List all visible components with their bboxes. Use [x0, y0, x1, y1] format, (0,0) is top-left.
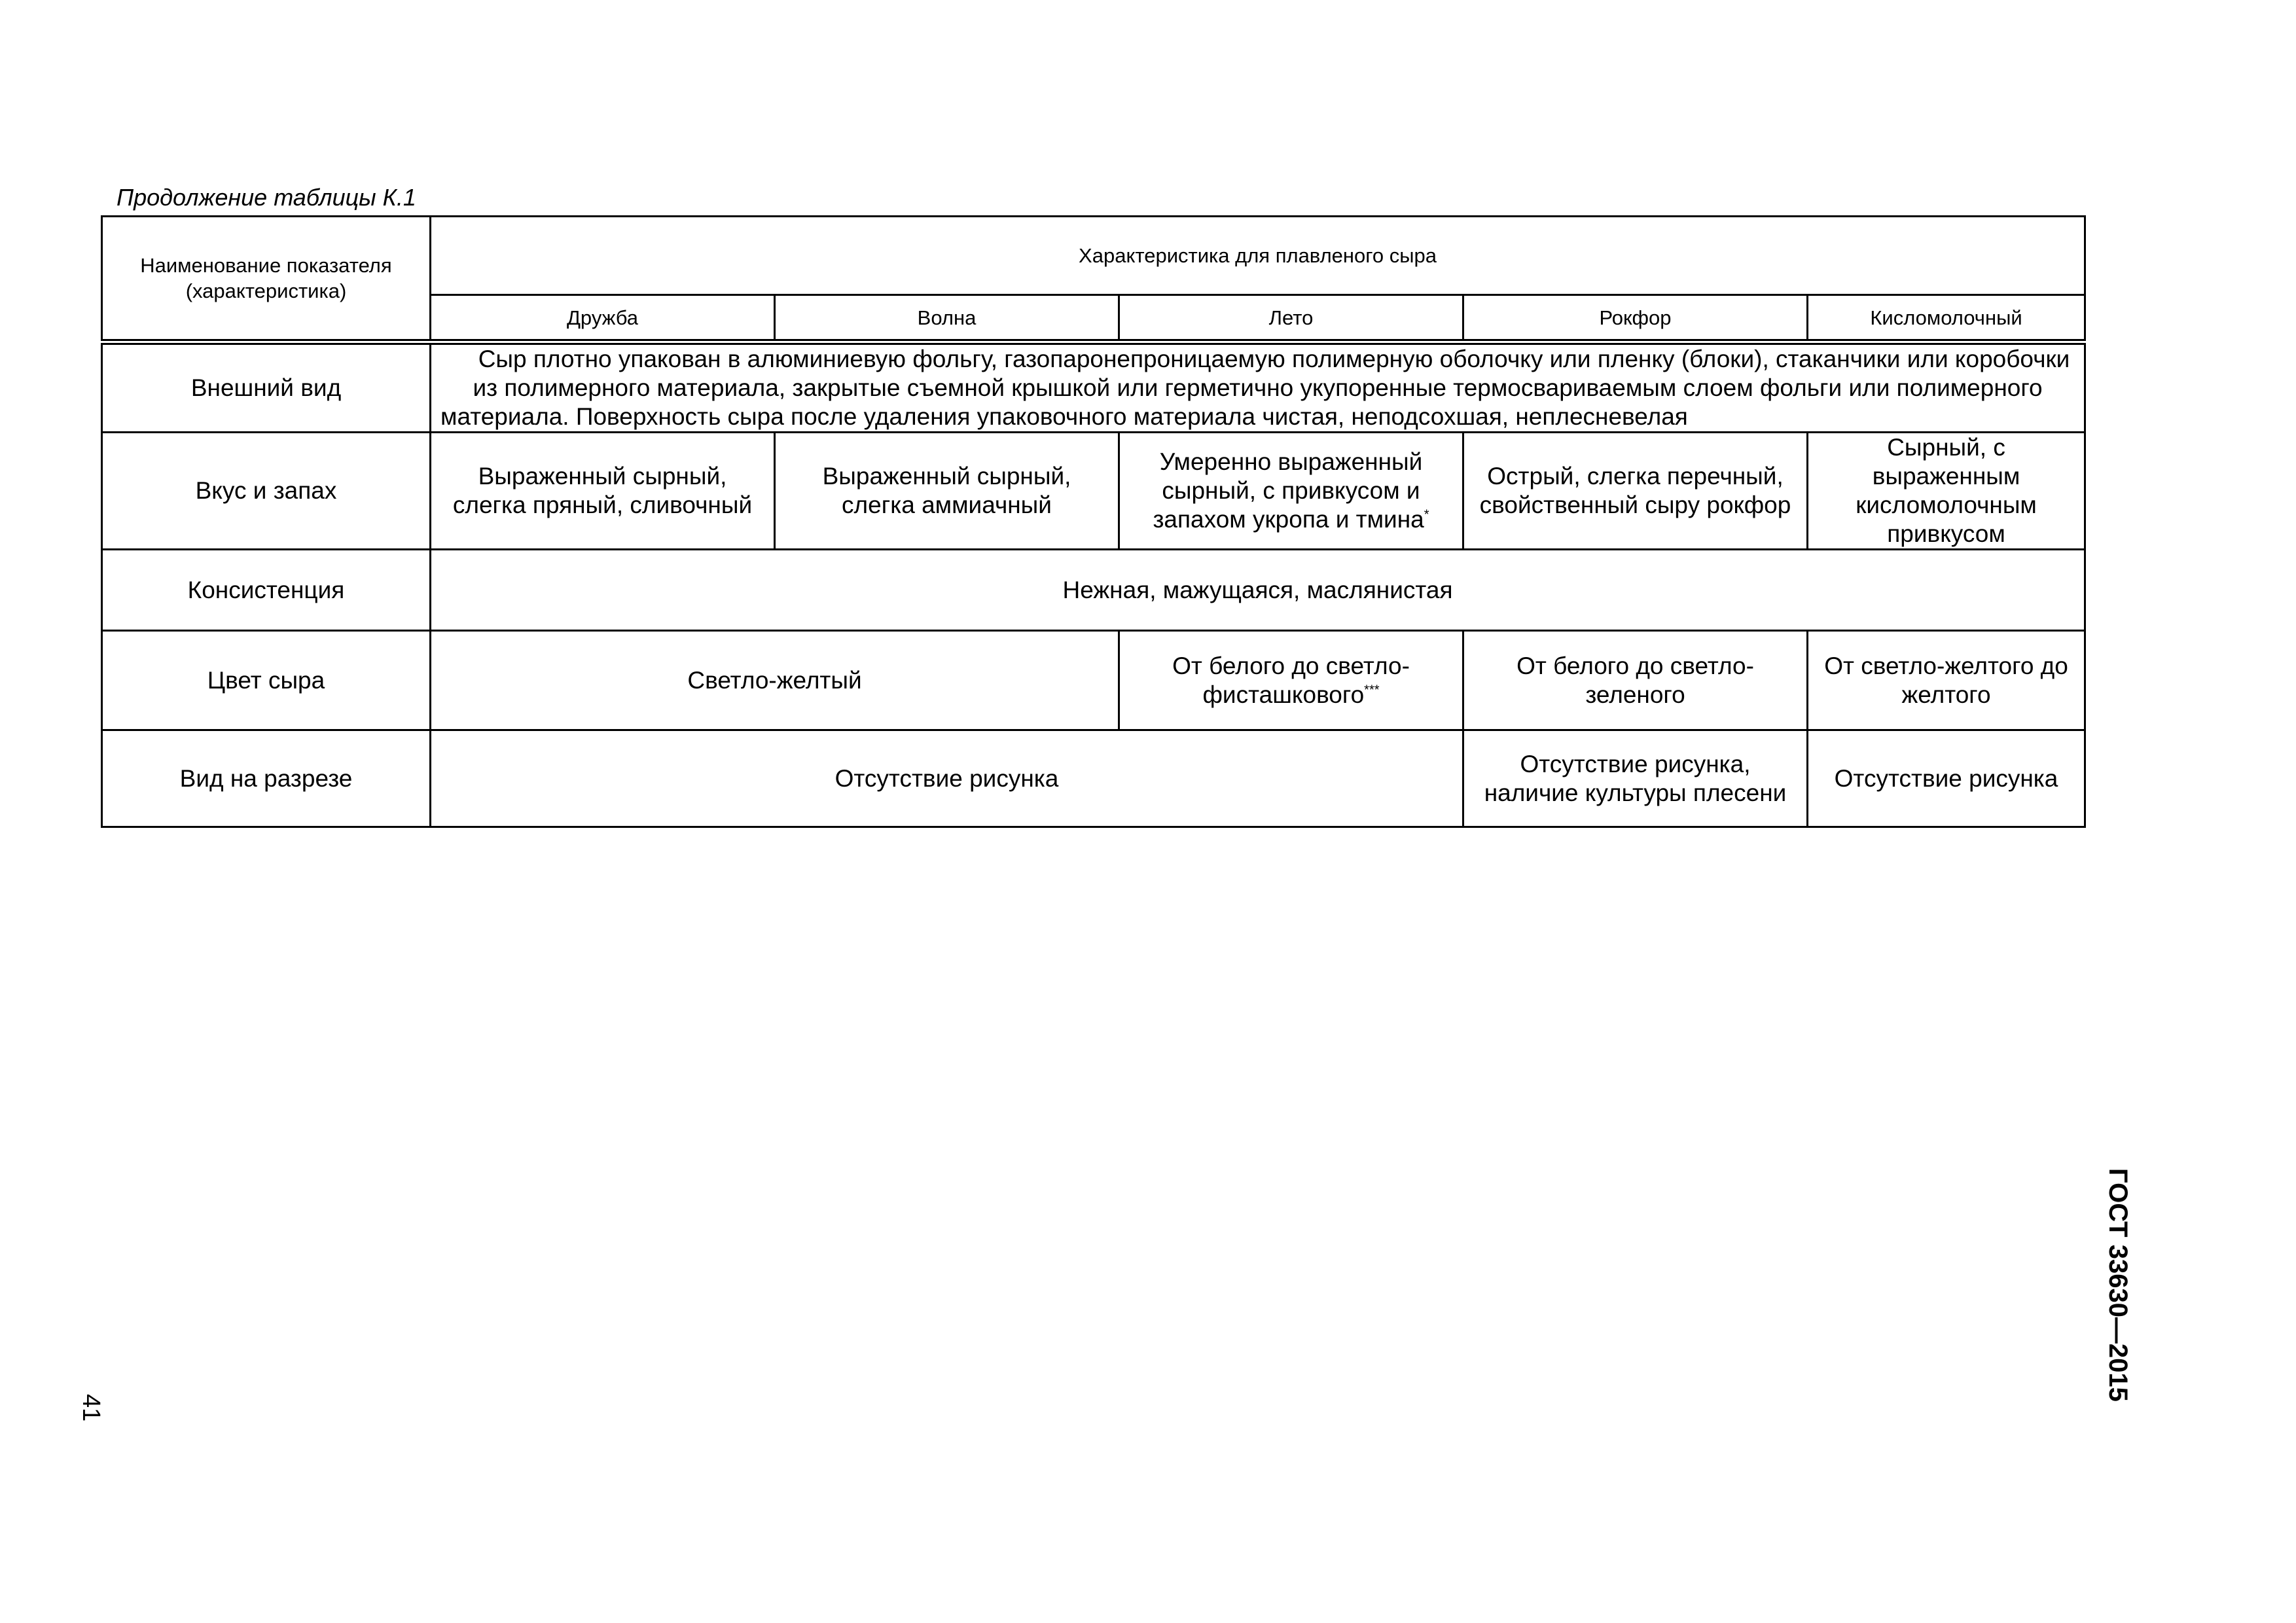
column-header-volna: Волна [775, 295, 1119, 342]
taste-volna: Выраженный сырный, слегка аммиачный [775, 433, 1119, 550]
column-header-rokfor: Рокфор [1463, 295, 1808, 342]
taste-leto: Умеренно выраженный сырный, с привкусом и запахом укропа и тмина [1153, 448, 1424, 533]
appearance-value: Сыр плотно упакован в алюминиевую фольгу, газопаронепроницаемую полимерную оболочку или пленку (блоки), стаканчики или коробочки из полимерного материала, закрытые съемной крышкой или герметично укупоренные термосвариваемым слоем фольги или полимерного материала. Поверхность сыра после удаления упаковочного материала чистая, неподсохшая, неплесневелая [431, 342, 2085, 433]
color-leto-cell [1119, 631, 1463, 730]
color-rokfor: От белого до светло-зеленого [1463, 631, 1808, 730]
row-label-cut: Вид на разрезе [102, 730, 431, 827]
group-header-cell: Характеристика для плавленого сыра [431, 217, 2085, 295]
column-header-druzhba: Дружба [431, 295, 775, 342]
taste-kislomolochny: Сырный, с выраженным кисломолочным привкусом [1808, 433, 2085, 550]
row-label-appearance: Внешний вид [102, 342, 431, 433]
cheese-characteristics-table [101, 215, 2086, 828]
standard-designation: ГОСТ 33630—2015 [2104, 1168, 2132, 1402]
cut-common: Отсутствие рисунка [431, 730, 1463, 827]
table-row-color [102, 631, 2085, 730]
row-label-taste: Вкус и запах [102, 433, 431, 550]
row-label-consistency: Консистенция [102, 550, 431, 631]
table-row-cut [102, 730, 2085, 827]
taste-leto-footnote-mark: * [1424, 507, 1429, 522]
page-number: 41 [77, 1394, 105, 1422]
cut-kislomolochny: Отсутствие рисунка [1808, 730, 2085, 827]
table-caption: Продолжение таблицы К.1 [117, 184, 416, 211]
cut-rokfor: Отсутствие рисунка, наличие культуры плесени [1463, 730, 1808, 827]
taste-druzhba: Выраженный сырный, слегка пряный, сливочный [431, 433, 775, 550]
indicator-header-cell: Наименование показателя (характеристика) [102, 217, 431, 342]
color-leto-footnote-mark: *** [1364, 683, 1380, 698]
column-header-kislomolochny: Кисломолочный [1808, 295, 2085, 342]
table-row-taste [102, 433, 2085, 550]
taste-rokfor: Острый, слегка перечный, свойственный сыру рокфор [1463, 433, 1808, 550]
row-label-color: Цвет сыра [102, 631, 431, 730]
taste-leto-cell [1119, 433, 1463, 550]
table-header-row [102, 217, 2085, 295]
color-leto: От белого до светло-фисташкового [1172, 652, 1410, 708]
consistency-value: Нежная, мажущаяся, маслянистая [431, 550, 2085, 631]
table-row-consistency [102, 550, 2085, 631]
color-kislomolochny: От светло-желтого до желтого [1808, 631, 2085, 730]
column-header-leto: Лето [1119, 295, 1463, 342]
table-row-appearance [102, 342, 2085, 433]
color-druzhba-volna: Светло-желтый [431, 631, 1119, 730]
